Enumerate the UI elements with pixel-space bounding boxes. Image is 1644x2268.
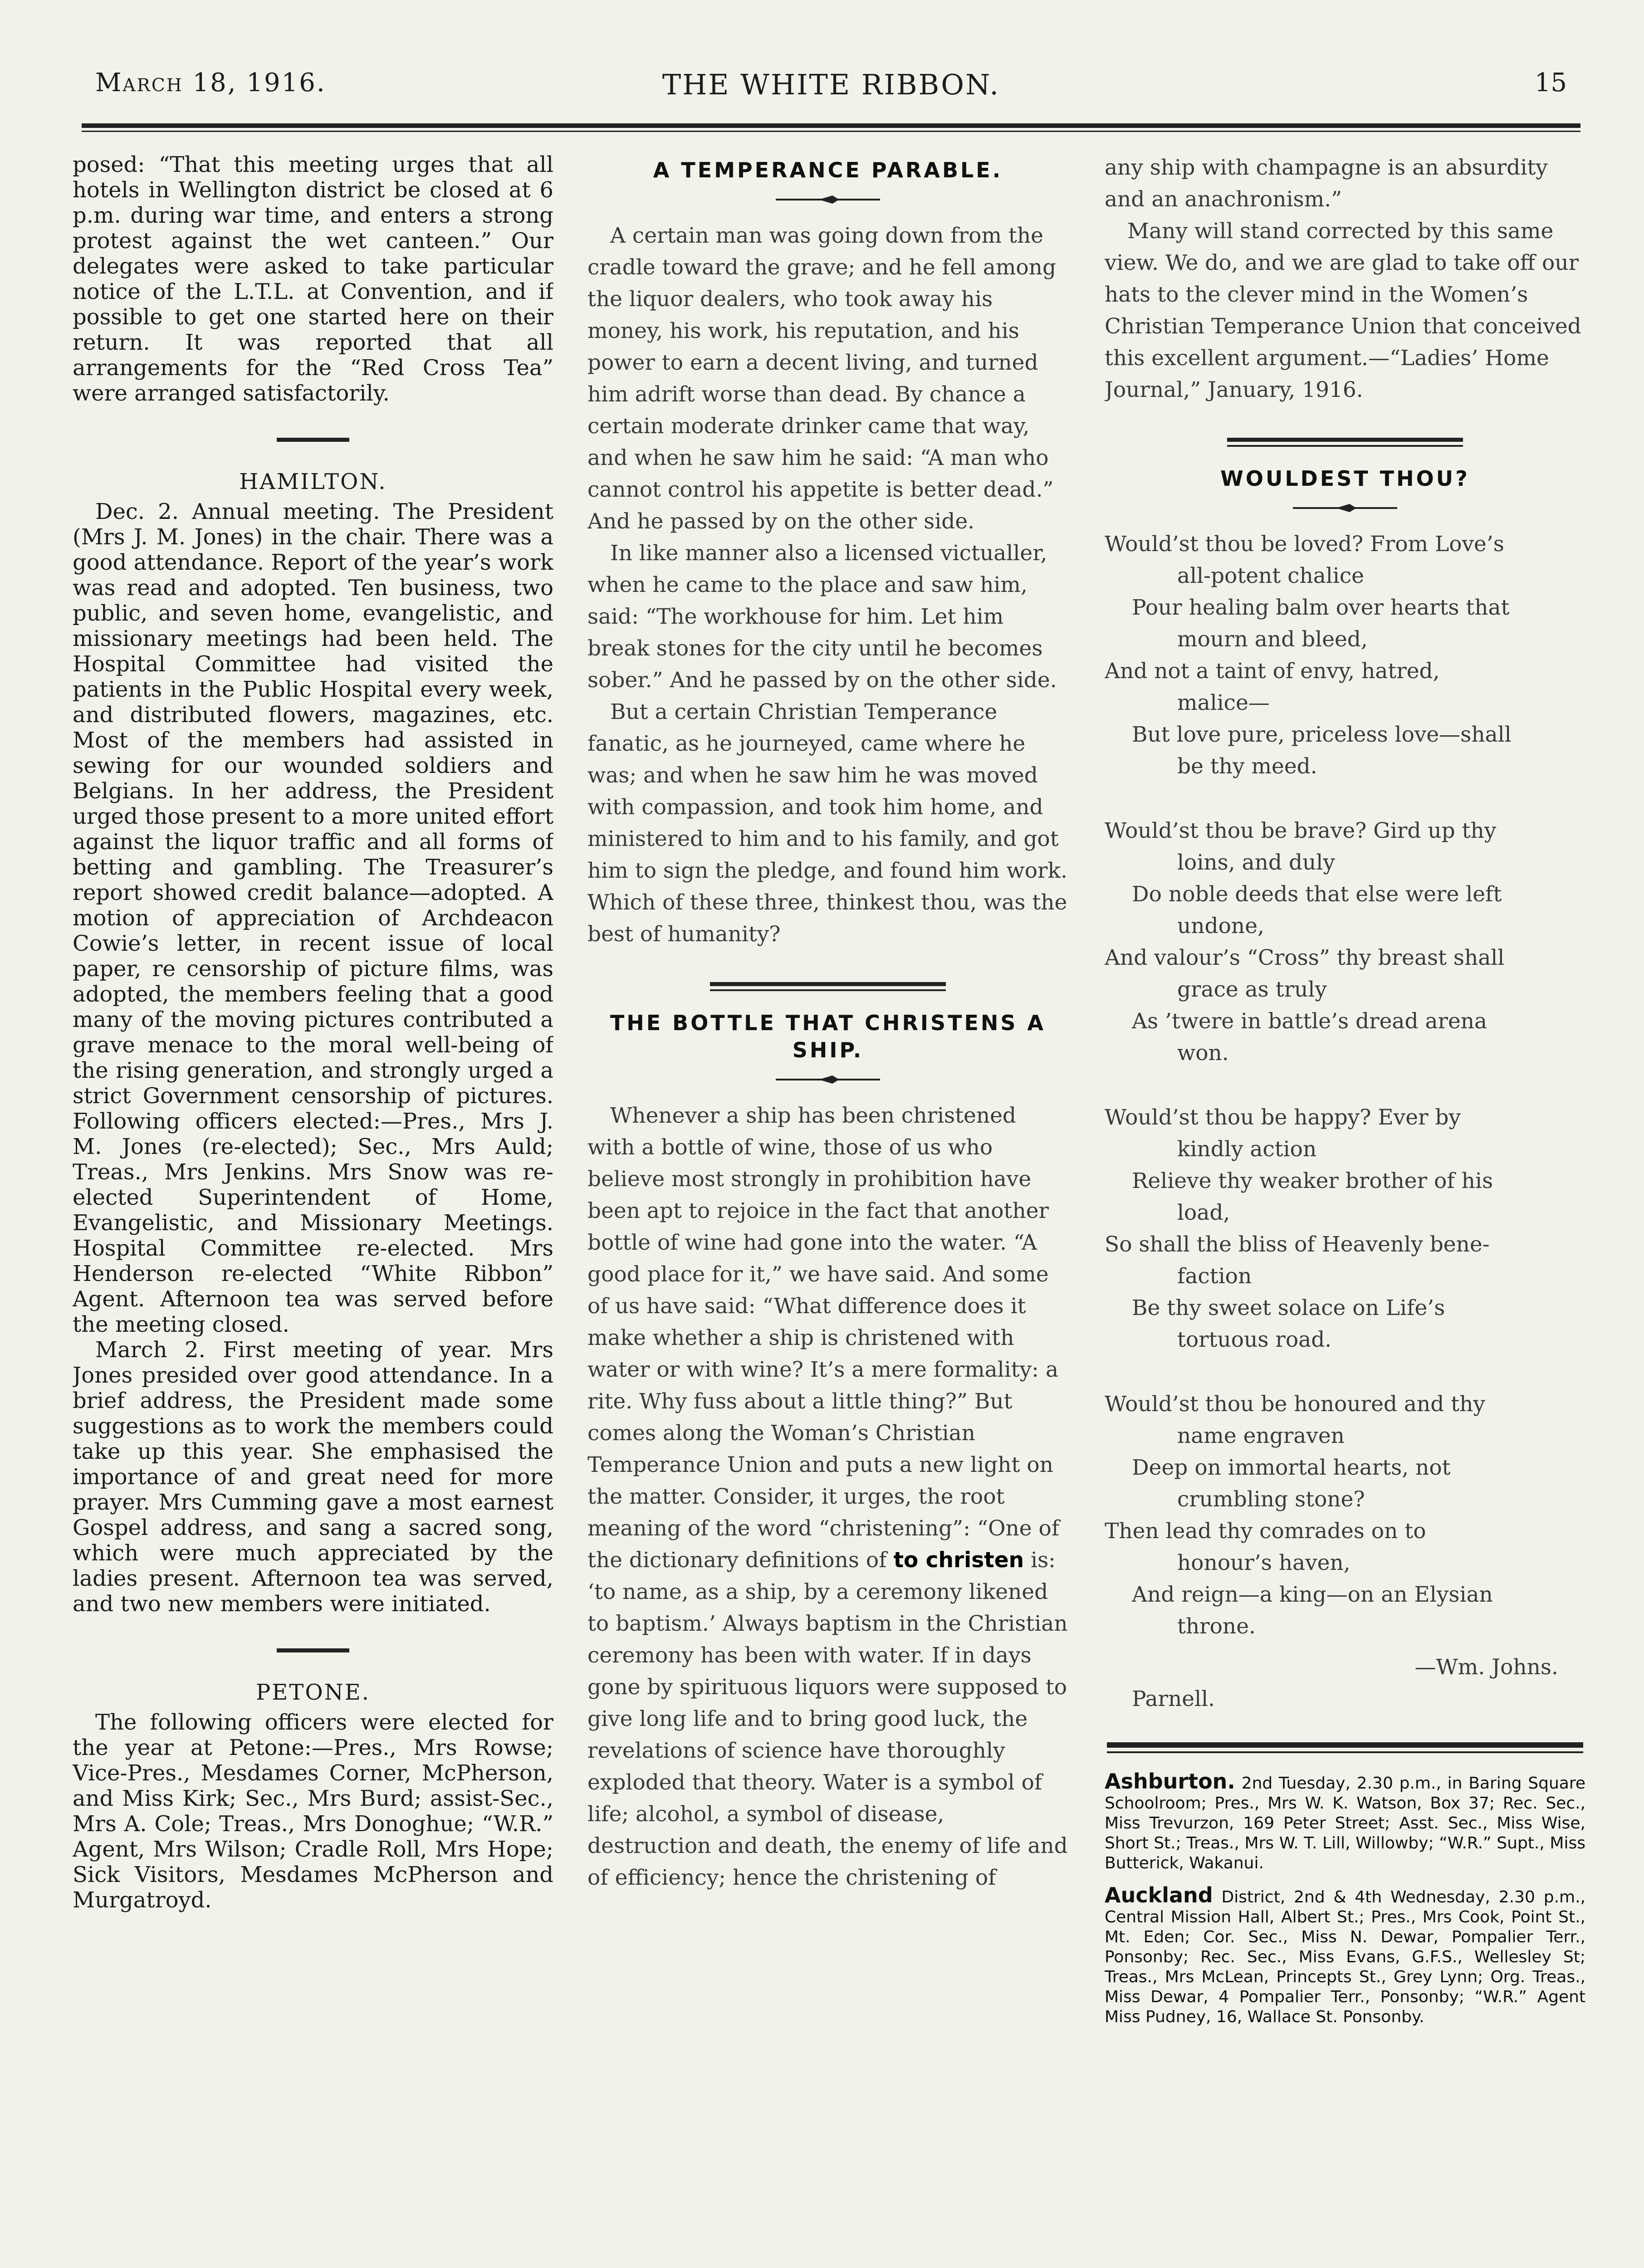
poem-line: load, xyxy=(1177,1200,1230,1225)
directory-details: 2nd Tuesday, 2.30 p.m., in Baring Square Schoolroom; Pres., Mrs W. K. Watson, Box 37; Rec. Sec., Miss Trevurzon, 169 Peter Street; Asst. Sec., Miss Wise, Short St.; Treas., Mrs W. T. Lill, Willowby; “W.R.” Supt., Miss Butterick, Wakanui. xyxy=(1105,1774,1585,1872)
directory-details: District, 2nd & 4th Wednesday, 2.30 p.m., Central Mission Hall, Albert St.; Pres., Mrs Cook, Point St., Mt. Eden; Cor. Sec., Miss N. Dewar, Pompalier Terr., Ponsonby; Rec. Sec., Miss Evans, G.F.S., Wellesley St; Treas., Mrs McLean, Princepts St., Grey Lynn; Org. Treas., Miss Dewar, 4 Pompalier Terr., Ponsonby; “W.R.” Agent Miss Pudney, 16, Wallace St. Ponsonby. xyxy=(1105,1888,1585,2026)
parable-paragraph: A certain man was going down from the cradle toward the grave; and he fell among the liquor dealers, who took away his money, his work, his reputation, and his power to earn a decent living, and turned him adrift worse than dead. By chance a certain moderate drinker came that way, and when he saw him he said: “A man who cannot control his appetite is better dead.” And he passed by on the other side. xyxy=(587,223,1057,534)
poem-line: malice— xyxy=(1177,690,1270,715)
directory-place: Auckland xyxy=(1105,1883,1213,1907)
wellington-report-continued: posed: “That this meeting urges that all hotels in Wellington district be closed at 6 p.m. during war time, and enters a strong protest against the wet canteen.” Our delegates were asked to take particular notice of the L.T.L. at Convention, and if possible to get one started here on their return. It was reported that all arrangements for the “Red Cross Tea” were arranged satisfactorily. xyxy=(73,152,553,406)
masthead-title: THE WHITE RIBBON. xyxy=(662,68,1000,101)
poem-line: kindly action xyxy=(1177,1137,1317,1162)
poem-line: But love pure, priceless love—shall xyxy=(1132,722,1512,747)
section-divider xyxy=(1227,438,1463,447)
header-rule xyxy=(82,123,1580,132)
poem-line: mourn and bleed, xyxy=(1177,627,1368,652)
bottle-text-before: Whenever a ship has been christened with a bottle of wine, those of us who believe most strongly in prohibition have been apt to rejoice in the fact that another bottle of wine had gone into the water. “A good place for it,” we have said. And some of us have said: “What difference does it make whether a ship is christened with water or with wine? It’s a mere formality: a rite. Why fuss about a little thing?” But comes along the Woman’s Christian Temperance Union and puts a new light on the matter. Consider, it urges, the root meaning of the word “christening”: “One of the dictionary definitions of xyxy=(587,1103,1060,1573)
bold-phrase: to christen xyxy=(893,1548,1024,1573)
poem-line: be thy meed. xyxy=(1177,754,1317,779)
poem-line: And not a taint of envy, hatred, xyxy=(1105,659,1440,684)
poem-author: —Wm. Johns. xyxy=(1414,1655,1558,1680)
parable-paragraph: In like manner also a licensed victualler, when he came to the place and saw him, said: “The workhouse for him. Let him break stones for the city until he becomes sober.” And he passed by on the other side. xyxy=(587,541,1057,693)
poem-line: As ’twere in battle’s dread arena xyxy=(1132,1009,1487,1034)
poem-line: Would’st thou be brave? Gird up thy xyxy=(1105,818,1497,843)
poem-line: And reign—a king—on an Elysian xyxy=(1132,1582,1493,1607)
hamilton-first-meeting: March 2. First meeting of year. Mrs Jones presided over good attendance. In a brief address, the President made some suggestions as to work the members could take up this year. She emphasised the importance of and great need for more prayer. Mrs Cumming gave a most earnest Gospel address, and sang a sacred song, which were much appreciated by the ladies present. Afternoon tea was served, and two new members were initiated. xyxy=(73,1337,553,1617)
section-divider xyxy=(277,1648,349,1652)
poem-line: So shall the bliss of Heavenly bene- xyxy=(1105,1232,1490,1257)
bottle-paragraph xyxy=(587,1100,1068,1894)
poem-line: grace as truly xyxy=(1177,977,1327,1002)
poem-line: won. xyxy=(1177,1041,1229,1066)
bottle-conclusion: Many will stand corrected by this same view. We do, and we are glad to take off our hats to the clever mind in the Women’s Christian Temperance Union that conceived this excellent argument.—“Ladies’ Home Journal,” January, 1916. xyxy=(1105,219,1581,402)
poem-line: And valour’s “Cross” thy breast shall xyxy=(1105,945,1505,970)
poem-line: Then lead thy comrades on to xyxy=(1105,1519,1426,1544)
page-number: 15 xyxy=(1534,68,1567,98)
section-divider xyxy=(710,982,946,991)
poem-line: all-potent chalice xyxy=(1177,563,1364,588)
ornament-divider-icon xyxy=(1293,501,1397,515)
poem-line: name engraven xyxy=(1177,1423,1345,1448)
poem-line: Would’st thou be honoured and thy xyxy=(1105,1392,1485,1417)
column-left xyxy=(73,152,553,1913)
poem-stanza xyxy=(1105,528,1585,782)
directory-place: Ashburton. xyxy=(1105,1769,1235,1794)
parable-paragraph: But a certain Christian Temperance fanatic, as he journeyed, came where he was; and when he saw him he was moved with compassion, and took him home, and ministered to him and to his family, and got him to sign the pledge, and found him work. Which of these three, thinkest thou, was the best of humanity? xyxy=(587,699,1067,947)
poem-line: loins, and duly xyxy=(1177,850,1335,875)
page-header xyxy=(95,68,1567,109)
poem-line: Be thy sweet solace on Life’s xyxy=(1132,1295,1445,1320)
poem-line: Pour healing balm over hearts that xyxy=(1132,595,1510,620)
ornament-divider-icon xyxy=(776,1073,880,1086)
poem-line: undone, xyxy=(1177,914,1264,938)
directory-entry xyxy=(1105,1885,1585,2027)
poem-line: tortuous road. xyxy=(1177,1327,1332,1352)
poem-line: faction xyxy=(1177,1264,1252,1289)
poem-line: honour’s haven, xyxy=(1177,1550,1350,1575)
column-middle xyxy=(587,152,1068,1894)
hamilton-annual-meeting: Dec. 2. Annual meeting. The President (Mrs J. M. Jones) in the chair. There was a good attendance. Report of the year’s work was read and adopted. Ten business, two public, and seven home, evangelistic, and missionary meetings had been held. The Hospital Committee had visited the patients in the Public Hospital every week, and distributed flowers, magazines, etc. Most of the members had assisted in sewing for our wounded soldiers and Belgians. In her address, the President urged those present to a more united effort against the liquor traffic and all forms of betting and gambling. The Treasurer’s report showed credit balance—adopted. A motion of appreciation of Archdeacon Cowie’s letter, in recent issue of local paper, re censorship of picture films, was adopted, the members feeling that a good many of the moving pictures contributed a grave menace to the moral well-being of the rising generation, and strongly urged a strict Government censorship of pictures. Following officers elected:—Pres., Mrs J. M. Jones (re-elected); Sec., Mrs Auld; Treas., Mrs Jenkins. Mrs Snow was re-elected Superintendent of Home, Evangelistic, and Missionary Meetings. Hospital Committee re-elected. Mrs Henderson re-elected “White Ribbon” Agent. Afternoon tea was served before the meeting closed. xyxy=(73,499,553,1337)
poem-title: WOULDEST THOU? xyxy=(1220,466,1470,491)
directory-entry xyxy=(1105,1771,1585,1873)
issue-date: March 18, 1916. xyxy=(95,68,326,98)
petone-heading: PETONE. xyxy=(256,1680,370,1705)
section-divider xyxy=(277,438,349,442)
bottle-title: THE BOTTLE THAT CHRISTENS A SHIP. xyxy=(610,1011,1046,1062)
poem-stanza xyxy=(1105,1102,1585,1356)
bottle-text-after: is: ‘to name, as a ship, by a ceremony likened to baptism.’ Always baptism in the Christian ceremony has been with water. If in days gone by spirituous liquors were supposed to give long life and to bring good luck, the revelations of science have thoroughly exploded that theory. Water is a symbol of life; alcohol, a symbol of disease, destruction and death, the enemy of life and of efficiency; hence the christening of xyxy=(587,1548,1068,1890)
poem-line: crumbling stone? xyxy=(1177,1487,1365,1512)
poem-line: Do noble deeds that else were left xyxy=(1132,882,1502,907)
poem-line: Deep on immortal hearts, not xyxy=(1132,1455,1451,1480)
poem-line: Would’st thou be happy? Ever by xyxy=(1105,1105,1461,1130)
poem-stanza xyxy=(1105,815,1585,1069)
hamilton-heading: HAMILTON. xyxy=(239,469,387,494)
poem-line: Relieve thy weaker brother of his xyxy=(1132,1168,1493,1193)
poem-line: Would’st thou be loved? From Love’s xyxy=(1105,532,1504,557)
poem xyxy=(1105,528,1585,1715)
poem-place: Parnell. xyxy=(1132,1686,1215,1711)
petone-officers: The following officers were elected for the year at Petone:—Pres., Mrs Rowse; Vice-Pres., Mesdames Corner, McPherson, and Miss Kirk; Sec., Mrs Burd; assist-Sec., Mrs A. Cole; Treas., Mrs Donoghue; “W.R.” Agent, Mrs Wilson; Cradle Roll, Mrs Hope; Sick Visitors, Mesdames McPherson and Murgatroyd. xyxy=(73,1710,553,1913)
ornament-divider-icon xyxy=(776,193,880,206)
section-divider xyxy=(1107,1742,1583,1753)
poem-line: throne. xyxy=(1177,1614,1256,1639)
column-right xyxy=(1105,152,1585,2039)
parable-title: A TEMPERANCE PARABLE. xyxy=(653,158,1003,182)
bottle-continued: any ship with champagne is an absurdity and an anachronism.” xyxy=(1105,155,1548,212)
poem-stanza xyxy=(1105,1388,1585,1642)
